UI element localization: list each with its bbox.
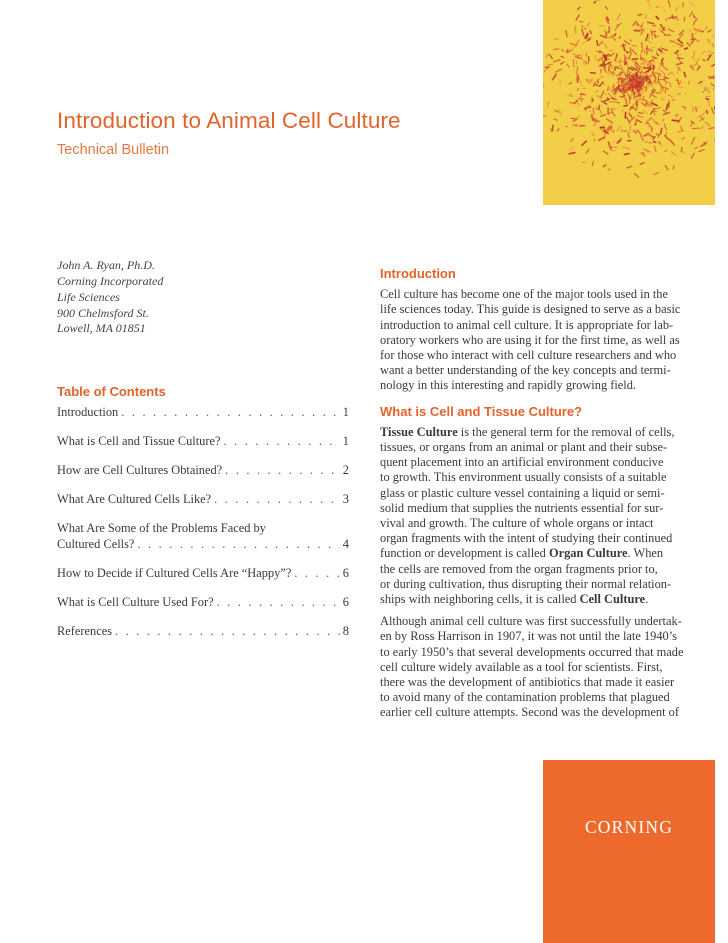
text-fragment: . When bbox=[627, 546, 664, 561]
term-organ-culture: Organ Culture bbox=[548, 546, 628, 561]
text-line: to avoid many of the contamination problems that plagued bbox=[380, 690, 670, 705]
author-city: Lowell, MA 01851 bbox=[57, 321, 146, 335]
intro-heading: Introduction bbox=[380, 266, 456, 281]
toc-page-number: 8 bbox=[342, 624, 349, 638]
toc-leader-dots bbox=[115, 623, 340, 639]
toc-page-number: 1 bbox=[342, 434, 349, 448]
toc-label: What Are Cultured Cells Like? bbox=[57, 492, 212, 506]
author-name: John A. Ryan, Ph.D. bbox=[57, 258, 155, 272]
toc-item-how-obtained[interactable] bbox=[57, 462, 349, 478]
toc-label: What is Cell Culture Used For? bbox=[57, 595, 214, 609]
toc-leader-dots bbox=[137, 536, 339, 552]
toc-item-introduction[interactable] bbox=[57, 404, 349, 420]
author-division: Life Sciences bbox=[57, 290, 120, 304]
text-line: Cell culture has become one of the major tools used in the bbox=[380, 287, 669, 302]
author-street: 900 Chelmsford St. bbox=[57, 306, 149, 320]
text-line: tissues, or organs from an animal or plant and their subse- bbox=[380, 440, 668, 455]
text-line: to early 1950’s that several developments occurred that made bbox=[380, 644, 684, 659]
text-line: or during cultivation, thus disrupting their normal relation- bbox=[380, 576, 672, 591]
cell-culture-illustration bbox=[543, 0, 715, 205]
cell-tissue-culture-heading: What is Cell and Tissue Culture? bbox=[380, 403, 583, 419]
toc-label-line2: Cultured Cells? bbox=[57, 537, 135, 551]
author-block bbox=[57, 258, 317, 336]
toc-leader-dots bbox=[294, 565, 339, 581]
text-line: cell culture widely available as a tool for scientists. First, bbox=[380, 659, 663, 674]
toc-page-number: 6 bbox=[342, 566, 349, 580]
corning-logo: CORNING bbox=[584, 817, 674, 837]
toc-label: What is Cell and Tissue Culture? bbox=[57, 434, 221, 448]
text-line: the cells are removed from the organ fragments prior to, bbox=[380, 561, 658, 576]
page-subtitle: Technical Bulletin bbox=[57, 142, 170, 158]
toc-item-cultured-cells-like[interactable] bbox=[57, 491, 349, 507]
history-paragraph bbox=[380, 614, 685, 720]
text-fragment: is the general term for the removal of cells, bbox=[457, 424, 675, 439]
toc-label: References bbox=[57, 624, 113, 638]
toc-heading: Table of Contents bbox=[57, 384, 166, 399]
toc-page-number: 1 bbox=[342, 405, 349, 419]
toc-page-number: 6 bbox=[342, 595, 349, 609]
text-line: nology in this interesting and rapidly growing field. bbox=[380, 378, 637, 393]
page-title: Introduction to Animal Cell Culture bbox=[57, 108, 401, 133]
toc-leader-dots bbox=[217, 594, 340, 610]
text-line: en by Ross Harrison in 1907, it was not until the late 1940’s bbox=[380, 629, 678, 644]
text-line bbox=[380, 592, 685, 607]
toc-item-used-for[interactable] bbox=[57, 594, 349, 610]
toc-leader-dots bbox=[121, 404, 340, 420]
text-line: glass or plastic culture vessel containing a liquid or semi- bbox=[380, 485, 665, 500]
text-line: to growth. This environment usually consists of a suitable bbox=[380, 470, 667, 485]
toc-leader-dots bbox=[225, 462, 340, 478]
text-fragment: . bbox=[645, 592, 649, 607]
text-fragment: function or development is called bbox=[380, 546, 549, 561]
cell-culture-image bbox=[543, 0, 715, 205]
text-line: oratory workers who are using it for the first time, as well as bbox=[380, 332, 680, 347]
tissue-culture-paragraph bbox=[380, 425, 685, 607]
text-fragment: ships with neighboring cells, it is called bbox=[380, 592, 580, 607]
toc-page-number: 4 bbox=[342, 537, 349, 551]
text-line: vival and growth. The culture of whole organs or intact bbox=[380, 516, 654, 531]
term-tissue-culture: Tissue Culture bbox=[380, 424, 458, 439]
text-line: organ fragments with the intent of studying their continued bbox=[380, 531, 673, 546]
intro-paragraph bbox=[380, 287, 685, 393]
text-line bbox=[380, 546, 685, 561]
text-line: want a better understanding of the key concepts and termi- bbox=[380, 363, 671, 378]
text-line: for those who interact with cell culture researchers and who bbox=[380, 348, 677, 363]
text-line: earlier cell culture attempts. Second was the development of bbox=[380, 705, 679, 720]
text-line bbox=[380, 425, 685, 440]
toc-leader-dots bbox=[223, 433, 339, 449]
toc-label: Introduction bbox=[57, 405, 119, 419]
author-company: Corning Incorporated bbox=[57, 274, 164, 288]
toc-item-happy-cells[interactable] bbox=[57, 565, 349, 581]
text-line: solid medium that supplies the nutrients essential for sur- bbox=[380, 500, 664, 515]
toc-item-references[interactable] bbox=[57, 623, 349, 639]
toc-page-number: 2 bbox=[342, 463, 349, 477]
toc-item-problems[interactable] bbox=[57, 520, 349, 552]
toc-page-number: 3 bbox=[342, 492, 349, 506]
main-text-column bbox=[380, 266, 685, 728]
toc-label: How to Decide if Cultured Cells Are “Happy”? bbox=[57, 566, 292, 580]
toc-label: How are Cell Cultures Obtained? bbox=[57, 463, 223, 477]
text-line: Although animal cell culture was first successfully undertak- bbox=[380, 614, 682, 629]
toc-label-line1: What Are Some of the Problems Faced by bbox=[57, 521, 266, 535]
toc-item-what-is-cell-culture[interactable] bbox=[57, 433, 349, 449]
text-line: quent placement into an artificial environment conducive bbox=[380, 455, 664, 470]
toc-leader-dots bbox=[214, 491, 340, 507]
text-line: there was the development of antibiotics that made it easier bbox=[380, 675, 675, 690]
term-cell-culture: Cell Culture bbox=[579, 592, 646, 607]
text-line: life sciences today. This guide is designed to serve as a basic bbox=[380, 302, 681, 317]
table-of-contents bbox=[57, 404, 349, 652]
corning-logo-box bbox=[543, 760, 715, 943]
text-line: introduction to animal cell culture. It is appropriate for lab- bbox=[380, 317, 674, 332]
